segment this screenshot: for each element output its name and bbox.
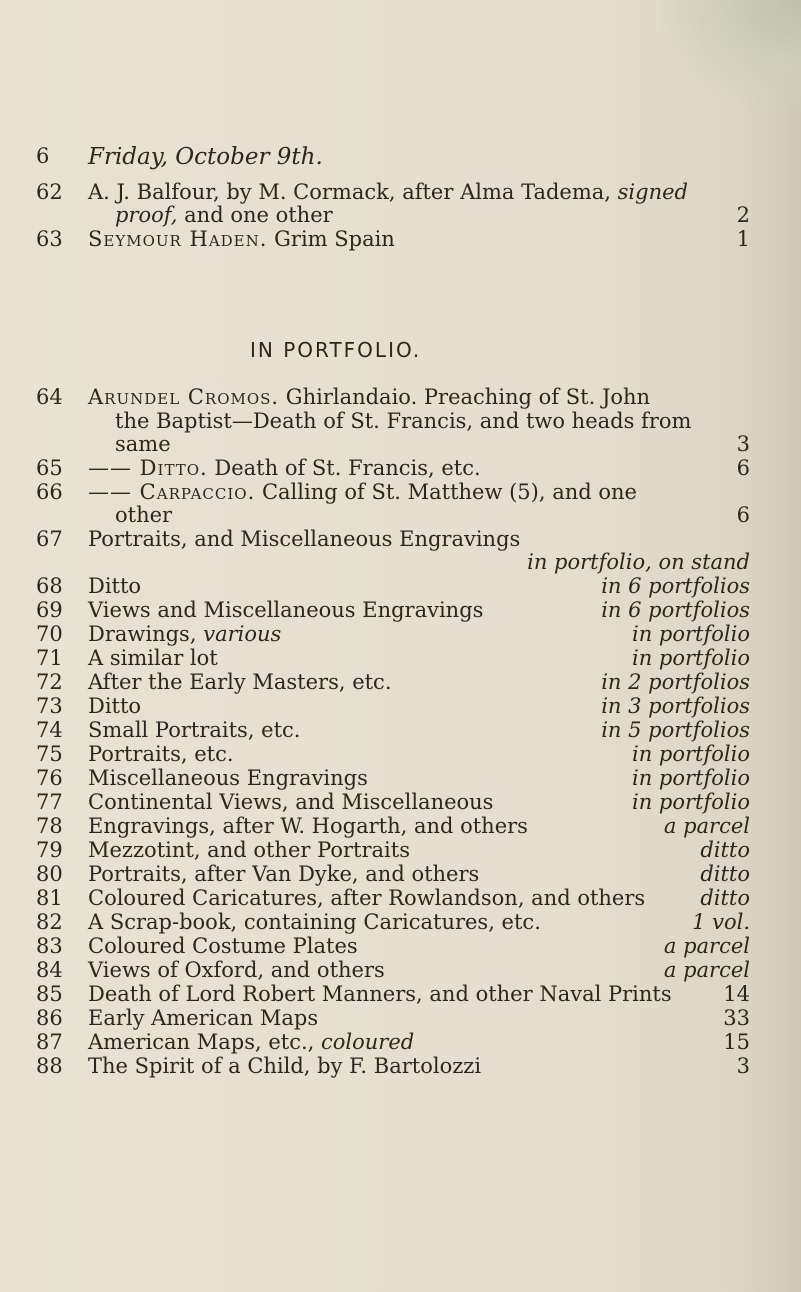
lot-description: A similar lot [88,646,218,670]
lot-number: 75 [36,742,63,766]
lot-line [88,718,750,742]
lot-quantity: 3 [736,1054,750,1078]
lot-quantity: 15 [723,1030,750,1054]
lot-line [115,503,750,527]
lot-description: Views of Oxford, and others [88,958,385,982]
lot-description: Miscellaneous Engravings [88,766,368,790]
lot-description: Death of St. Francis, etc. [214,456,481,480]
lot-line [88,574,750,598]
lot-number: 73 [36,694,63,718]
lot-number: 78 [36,814,63,838]
lot-number: 88 [36,1054,63,1078]
lot-line [88,598,750,622]
lot-artist: Arundel Cromos. [88,385,280,409]
lot-quantity: in portfolio [632,790,750,814]
lot-quantity: 6 [736,503,750,527]
lot-line [88,838,750,862]
lot-quantity: 1 [736,227,750,251]
page-corner-shadow [661,0,801,110]
lot-quantity: a parcel [663,934,750,958]
lot-quantity: in 6 portfolios [601,598,750,622]
lot-number: 63 [36,227,63,251]
lot-quantity: ditto [700,886,750,910]
lot-number: 67 [36,527,63,551]
lot-description: Coloured Caricatures, after Rowlandson, and others [88,886,646,910]
lot-quantity: 6 [736,456,750,480]
lot-number: 69 [36,598,63,622]
lot-number: 62 [36,180,63,204]
lot-line [88,456,750,480]
lot-line [88,934,750,958]
lot-number: 66 [36,480,63,504]
lot-description: Ditto [88,574,142,598]
lot-number: 72 [36,670,63,694]
lot-description: After the Early Masters, etc. [88,670,392,694]
lot-quantity: 1 vol. [692,910,750,934]
lot-number: 87 [36,1030,63,1054]
lot-description: same [115,432,171,456]
lot-number: 65 [36,456,63,480]
lot-number: 64 [36,385,63,409]
lot-italic-text: proof, [115,203,178,227]
lot-quantity: in 2 portfolios [601,670,750,694]
lot-quantity: in 5 portfolios [601,718,750,742]
lot-line [88,227,750,251]
lot-number: 71 [36,646,63,670]
lot-quantity: in 6 portfolios [601,574,750,598]
lot-line [88,670,750,694]
lot-quantity: a parcel [663,814,750,838]
lot-quantity: in 3 portfolios [601,694,750,718]
lot-description: Calling of St. Matthew (5), and one [261,480,637,504]
lot-line [88,814,750,838]
lot-number: 84 [36,958,63,982]
lot-quantity: in portfolio [632,646,750,670]
lot-description: Mezzotint, and other Portraits [88,838,410,862]
lot-description: A. J. Balfour, by M. Cormack, after Alma Tadema, [88,180,611,204]
lot-line [88,527,750,551]
lot-quantity: a parcel [663,958,750,982]
lot-line [88,1030,750,1054]
lot-line [88,1006,750,1030]
lot-description: Portraits, after Van Dyke, and others [88,862,480,886]
lot-number: 76 [36,766,63,790]
lot-line [88,180,750,204]
lot-line [115,409,750,433]
lot-description: Continental Views, and Miscellaneous [88,790,494,814]
lot-quantity: in portfolio, on stand [527,550,750,574]
page-number: 6 [36,144,50,168]
lot-quantity: ditto [700,862,750,886]
lot-number: 70 [36,622,63,646]
lot-line [88,480,750,504]
lot-quantity: 14 [723,982,750,1006]
lot-description: Portraits, and Miscellaneous Engravings [88,527,521,551]
lot-number: 79 [36,838,63,862]
lot-quantity: 2 [736,203,750,227]
lot-quantity: 3 [736,432,750,456]
lot-description: Early American Maps [88,1006,319,1030]
lot-quantity: in portfolio [632,742,750,766]
lot-description: Views and Miscellaneous Engravings [88,598,484,622]
lot-number: 77 [36,790,63,814]
lot-line [115,432,750,456]
lot-number: 74 [36,718,63,742]
section-title: IN PORTFOLIO. [250,338,422,362]
lot-number: 80 [36,862,63,886]
lot-line [88,862,750,886]
lot-quantity: ditto [700,838,750,862]
lot-description: Death of Lord Robert Manners, and other Naval Prints [88,982,672,1006]
lot-artist: Seymour Haden. [88,227,268,251]
lot-description: Grim Spain [274,227,395,251]
lot-italic-text: signed [617,180,688,204]
lot-number: 86 [36,1006,63,1030]
lot-line [88,742,750,766]
lot-number: 83 [36,934,63,958]
lot-quantity: in portfolio [632,622,750,646]
lot-line [88,790,750,814]
lot-line [88,982,750,1006]
lot-description: Coloured Costume Plates [88,934,358,958]
lot-line [88,886,750,910]
lot-number: 81 [36,886,63,910]
lot-line [88,694,750,718]
lot-quantity: 33 [723,1006,750,1030]
lot-line [88,958,750,982]
lot-description: Engravings, after W. Hogarth, and others [88,814,528,838]
lot-description: Ditto [88,694,142,718]
lot-line [88,766,750,790]
lot-number: 85 [36,982,63,1006]
lot-italic-text: various [203,622,282,646]
lot-description: Small Portraits, etc. [88,718,301,742]
lot-description: Drawings, [88,622,197,646]
lot-italic-text: coloured [321,1030,415,1054]
lot-description: other [115,503,173,527]
lot-line [88,910,750,934]
lot-description: and one other [184,203,333,227]
lot-number: 82 [36,910,63,934]
lot-line [88,646,750,670]
lot-description: Portraits, etc. [88,742,234,766]
lot-quantity: in portfolio [632,766,750,790]
lot-description: American Maps, etc., [88,1030,315,1054]
lot-description: The Spirit of a Child, by F. Bartolozzi [88,1054,482,1078]
lot-description: the Baptist—Death of St. Francis, and two heads from [115,409,692,433]
lot-description: A Scrap-book, containing Caricatures, etc. [88,910,541,934]
lot-line [115,203,750,227]
lot-description: Ghirlandaio. Preaching of St. John [285,385,651,409]
page-header: Friday, October 9th. [88,144,323,170]
lot-line [88,385,750,409]
lot-artist: —— Ditto. [88,456,208,480]
lot-line [88,622,750,646]
lot-artist: —— Carpaccio. [88,480,256,504]
lot-number: 68 [36,574,63,598]
lot-line [88,1054,750,1078]
